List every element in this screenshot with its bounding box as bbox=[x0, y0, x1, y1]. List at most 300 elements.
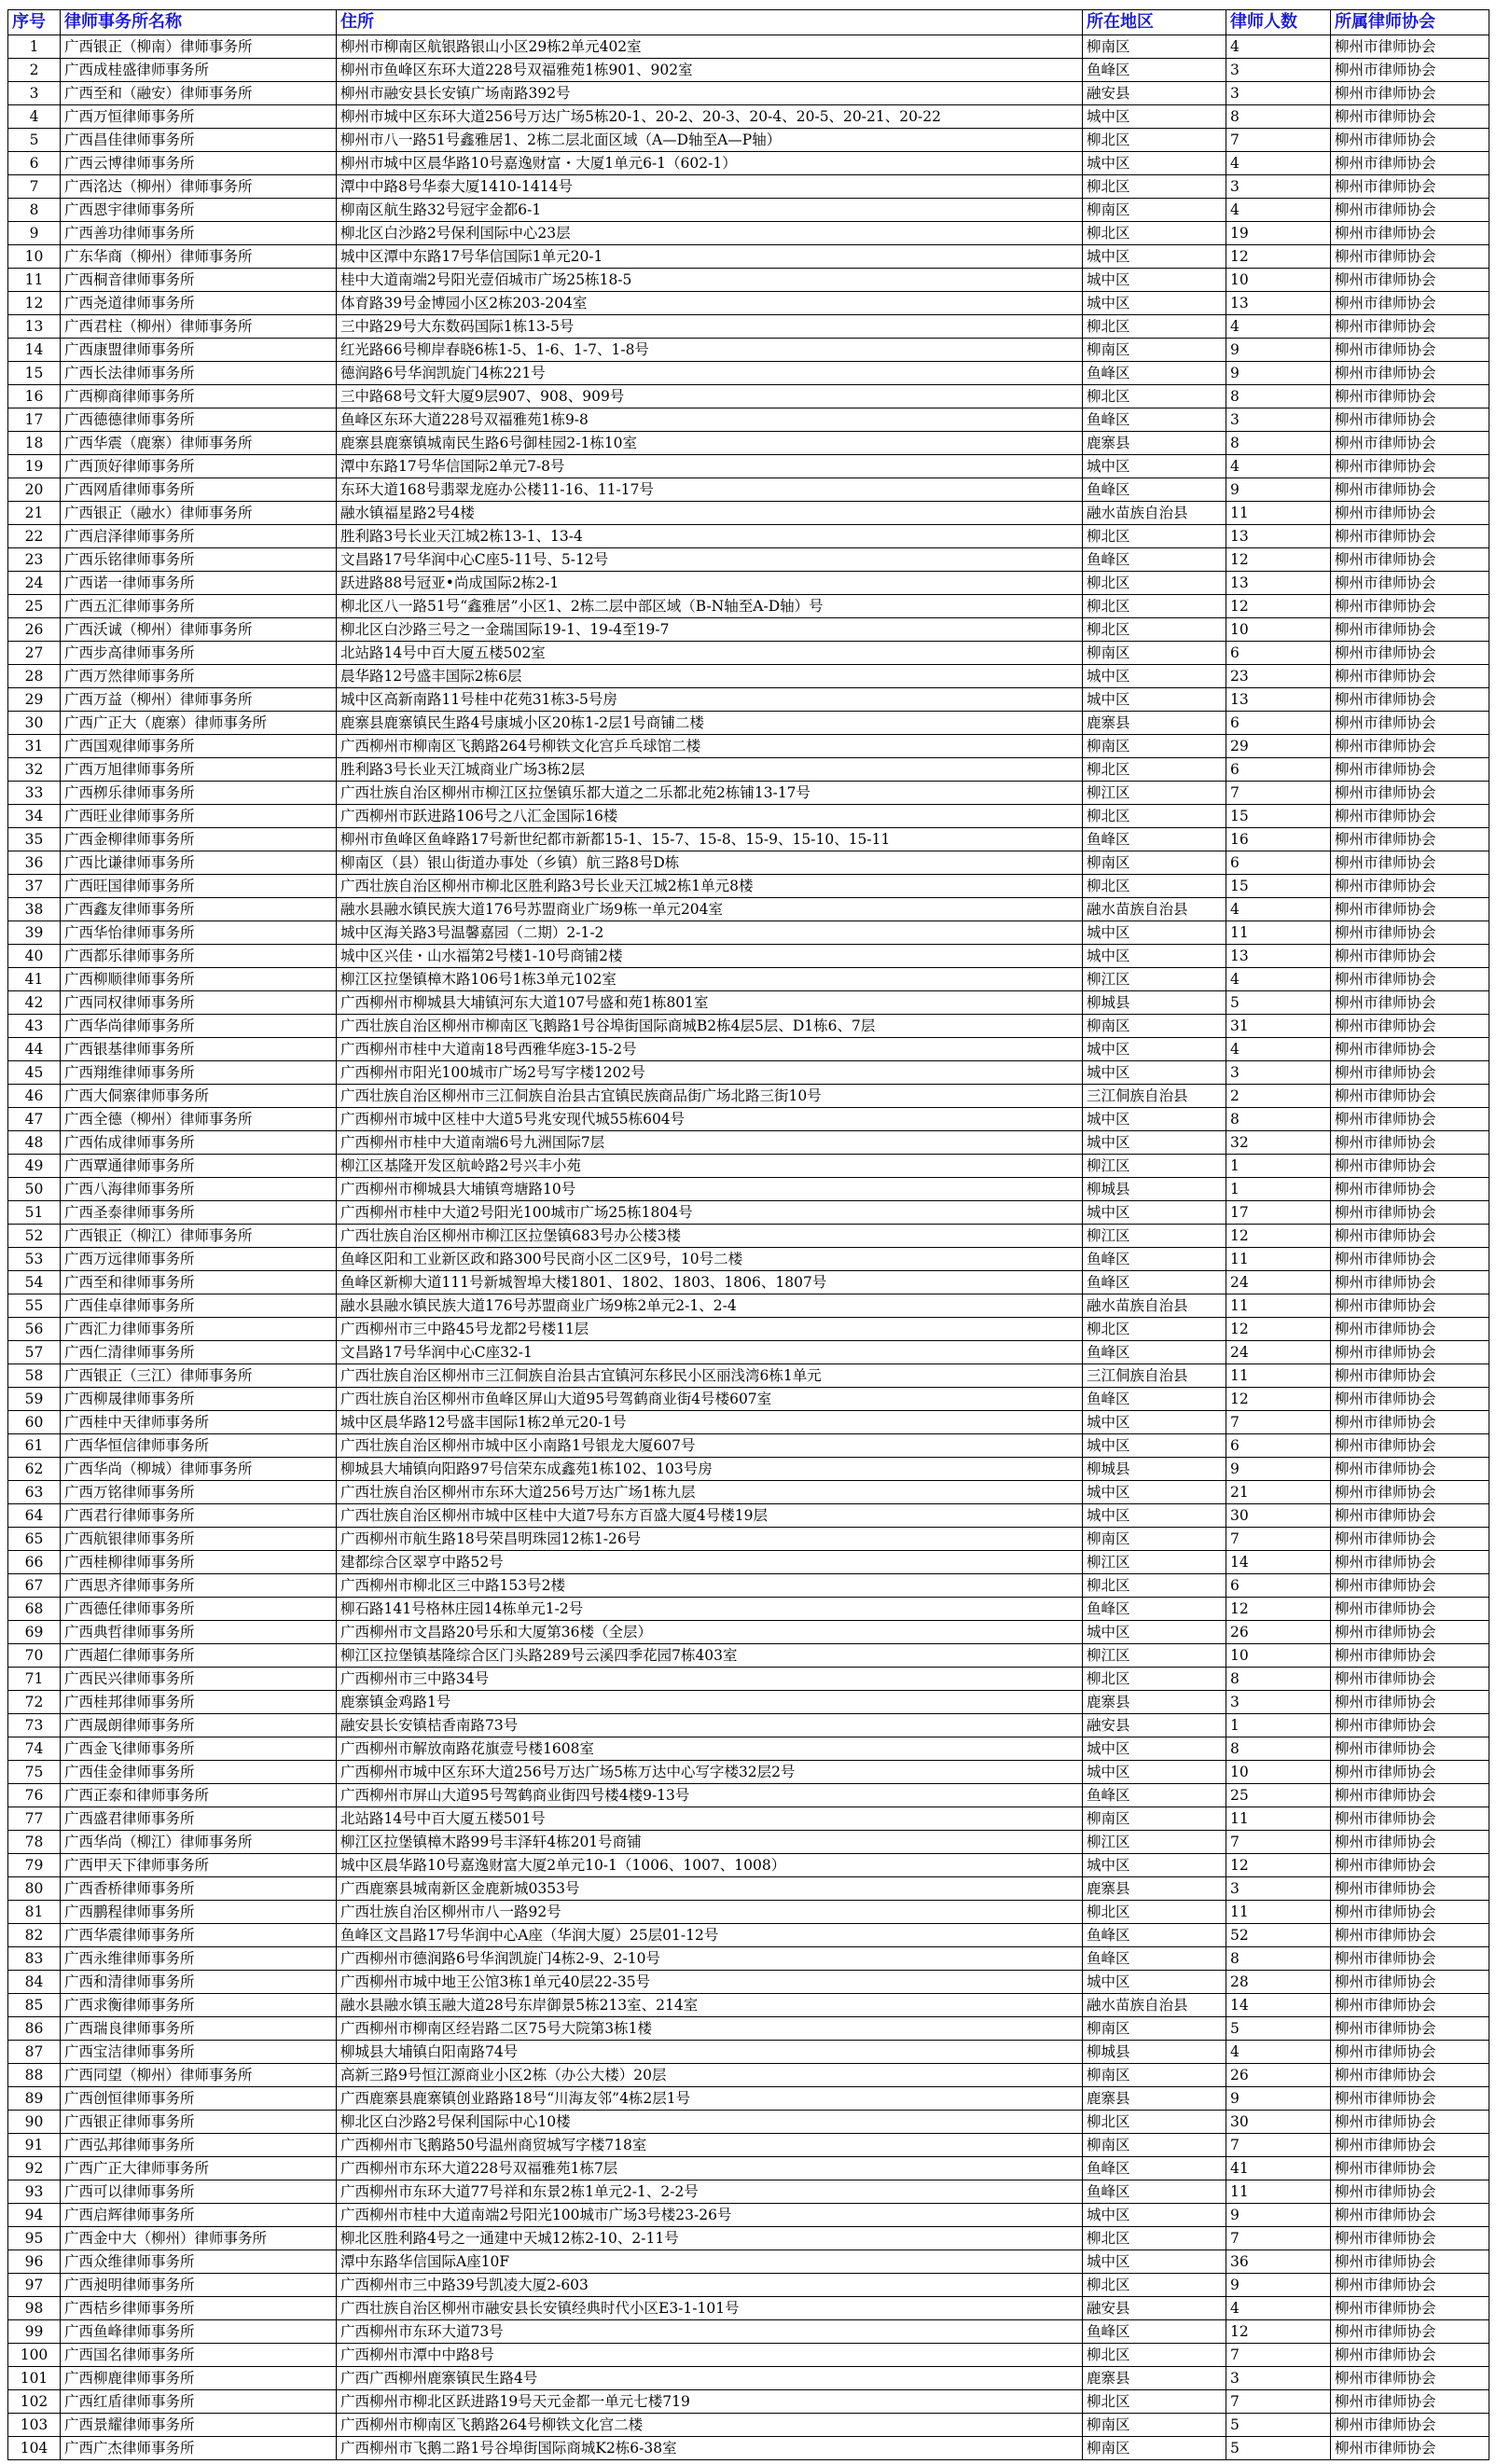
table-row bbox=[8, 2157, 1489, 2180]
firm-name-cell: 广西尧道律师事务所 bbox=[61, 292, 337, 315]
firm-name-cell: 广西同望（柳州）律师事务所 bbox=[61, 2064, 337, 2087]
table-row bbox=[8, 618, 1489, 642]
district-cell: 柳南区 bbox=[1083, 199, 1226, 222]
row-index-cell: 40 bbox=[8, 945, 61, 968]
address-cell: 北站路14号中百大厦五楼501号 bbox=[337, 1807, 1083, 1831]
lawyer-count-cell: 11 bbox=[1226, 2180, 1331, 2204]
row-index-cell: 104 bbox=[8, 2437, 61, 2460]
row-index-cell: 49 bbox=[8, 1155, 61, 1178]
lawyer-count-cell: 7 bbox=[1226, 2227, 1331, 2250]
district-cell: 城中区 bbox=[1083, 1737, 1226, 1761]
table-row bbox=[8, 175, 1489, 199]
association-cell: 柳州市律师协会 bbox=[1331, 968, 1489, 991]
row-index-cell: 61 bbox=[8, 1434, 61, 1458]
firm-name-cell: 广西瑞良律师事务所 bbox=[61, 2017, 337, 2041]
row-index-cell: 82 bbox=[8, 1924, 61, 1947]
row-index-cell: 37 bbox=[8, 875, 61, 898]
address-cell: 广西柳州市潭中中路8号 bbox=[337, 2344, 1083, 2367]
district-cell: 城中区 bbox=[1083, 1131, 1226, 1155]
association-cell: 柳州市律师协会 bbox=[1331, 1924, 1489, 1947]
address-cell: 广西柳州市桂中大道南端6号九洲国际7层 bbox=[337, 1131, 1083, 1155]
row-index-cell: 67 bbox=[8, 1574, 61, 1598]
district-cell: 柳城县 bbox=[1083, 1458, 1226, 1481]
association-cell: 柳州市律师协会 bbox=[1331, 1807, 1489, 1831]
district-cell: 柳北区 bbox=[1083, 758, 1226, 782]
firm-name-cell: 广西国观律师事务所 bbox=[61, 735, 337, 758]
address-cell: 桂中大道南端2号阳光壹佰城市广场25栋18-5 bbox=[337, 269, 1083, 292]
row-index-cell: 72 bbox=[8, 1691, 61, 1714]
district-cell: 鱼峰区 bbox=[1083, 1388, 1226, 1411]
row-index-cell: 88 bbox=[8, 2064, 61, 2087]
lawyer-count-cell: 4 bbox=[1226, 968, 1331, 991]
address-cell: 柳州市八一路51号鑫雅居1、2栋二层北面区域（A—D轴至A—P轴） bbox=[337, 129, 1083, 152]
address-cell: 广西柳州市桂中大道南18号西雅华庭3-15-2号 bbox=[337, 1038, 1083, 1061]
address-cell: 建都综合区翠亨中路52号 bbox=[337, 1551, 1083, 1574]
address-cell: 广西柳州市柳南区经岩路二区75号大院第3栋1楼 bbox=[337, 2017, 1083, 2041]
lawyer-count-cell: 24 bbox=[1226, 1341, 1331, 1364]
address-cell: 柳北区白沙路2号保利国际中心23层 bbox=[337, 222, 1083, 245]
table-row bbox=[8, 2017, 1489, 2041]
firm-name-cell: 广西金中大（柳州）律师事务所 bbox=[61, 2227, 337, 2250]
row-index-cell: 84 bbox=[8, 1971, 61, 1994]
lawyer-count-cell: 6 bbox=[1226, 712, 1331, 735]
firm-name-cell: 广西佳金律师事务所 bbox=[61, 1761, 337, 1784]
row-index-cell: 23 bbox=[8, 548, 61, 572]
district-cell: 三江侗族自治县 bbox=[1083, 1364, 1226, 1388]
association-cell: 柳州市律师协会 bbox=[1331, 1831, 1489, 1854]
district-cell: 鱼峰区 bbox=[1083, 1784, 1226, 1807]
table-row bbox=[8, 1807, 1489, 1831]
address-cell: 文昌路17号华润中心C座32-1 bbox=[337, 1341, 1083, 1364]
lawyer-count-cell: 13 bbox=[1226, 292, 1331, 315]
firm-name-cell: 广西网盾律师事务所 bbox=[61, 478, 337, 502]
table-row bbox=[8, 1271, 1489, 1294]
association-cell: 柳州市律师协会 bbox=[1331, 385, 1489, 408]
district-cell: 柳城县 bbox=[1083, 2041, 1226, 2064]
firm-name-cell: 广西善功律师事务所 bbox=[61, 222, 337, 245]
header-address: 住所 bbox=[337, 10, 1083, 35]
lawyer-count-cell: 52 bbox=[1226, 1924, 1331, 1947]
firm-name-cell: 广西柳鹿律师事务所 bbox=[61, 2367, 337, 2390]
lawyer-count-cell: 25 bbox=[1226, 1784, 1331, 1807]
firm-name-cell: 广西和清律师事务所 bbox=[61, 1971, 337, 1994]
lawyer-count-cell: 41 bbox=[1226, 2157, 1331, 2180]
table-row bbox=[8, 1225, 1489, 1248]
association-cell: 柳州市律师协会 bbox=[1331, 1318, 1489, 1341]
lawyer-count-cell: 14 bbox=[1226, 1994, 1331, 2017]
district-cell: 城中区 bbox=[1083, 1761, 1226, 1784]
address-cell: 柳城县大埔镇向阳路97号信荣东成鑫苑1栋102、103号房 bbox=[337, 1458, 1083, 1481]
association-cell: 柳州市律师协会 bbox=[1331, 315, 1489, 339]
row-index-cell: 62 bbox=[8, 1458, 61, 1481]
district-cell: 城中区 bbox=[1083, 245, 1226, 269]
firm-name-cell: 广西柳顺律师事务所 bbox=[61, 968, 337, 991]
district-cell: 鱼峰区 bbox=[1083, 1341, 1226, 1364]
district-cell: 柳北区 bbox=[1083, 1668, 1226, 1691]
table-row bbox=[8, 548, 1489, 572]
address-cell: 广西柳州市柳城县大埔镇弯塘路10号 bbox=[337, 1178, 1083, 1201]
row-index-cell: 46 bbox=[8, 1085, 61, 1108]
table-row bbox=[8, 851, 1489, 875]
district-cell: 城中区 bbox=[1083, 269, 1226, 292]
row-index-cell: 77 bbox=[8, 1807, 61, 1831]
table-row bbox=[8, 1434, 1489, 1458]
firm-name-cell: 广西柳晟律师事务所 bbox=[61, 1388, 337, 1411]
association-cell: 柳州市律师协会 bbox=[1331, 572, 1489, 595]
firm-name-cell: 广西旺业律师事务所 bbox=[61, 805, 337, 828]
address-cell: 广西柳州市航生路18号荣昌明珠园12栋1-26号 bbox=[337, 1528, 1083, 1551]
firm-name-cell: 广西求衡律师事务所 bbox=[61, 1994, 337, 2017]
row-index-cell: 87 bbox=[8, 2041, 61, 2064]
district-cell: 三江侗族自治县 bbox=[1083, 1085, 1226, 1108]
lawyer-count-cell: 4 bbox=[1226, 2041, 1331, 2064]
association-cell: 柳州市律师协会 bbox=[1331, 2344, 1489, 2367]
district-cell: 城中区 bbox=[1083, 921, 1226, 945]
firm-name-cell: 广西启辉律师事务所 bbox=[61, 2204, 337, 2227]
association-cell: 柳州市律师协会 bbox=[1331, 1388, 1489, 1411]
firm-name-cell: 广西华尚律师事务所 bbox=[61, 1015, 337, 1038]
table-row bbox=[8, 245, 1489, 269]
firm-name-cell: 广西桂中天律师事务所 bbox=[61, 1411, 337, 1434]
association-cell: 柳州市律师协会 bbox=[1331, 2157, 1489, 2180]
lawyer-count-cell: 17 bbox=[1226, 1201, 1331, 1225]
district-cell: 鱼峰区 bbox=[1083, 59, 1226, 82]
row-index-cell: 29 bbox=[8, 688, 61, 712]
district-cell: 城中区 bbox=[1083, 1434, 1226, 1458]
row-index-cell: 19 bbox=[8, 455, 61, 478]
firm-name-cell: 广西景耀律师事务所 bbox=[61, 2414, 337, 2437]
address-cell: 鹿寨县鹿寨镇城南民生路6号御桂园2-1栋10室 bbox=[337, 432, 1083, 455]
firm-name-cell: 广西沃诚（柳州）律师事务所 bbox=[61, 618, 337, 642]
address-cell: 广西壮族自治区柳州市三江侗族自治县古宜镇民族商品街广场北路三街10号 bbox=[337, 1085, 1083, 1108]
association-cell: 柳州市律师协会 bbox=[1331, 712, 1489, 735]
row-index-cell: 36 bbox=[8, 851, 61, 875]
firm-name-cell: 广西君行律师事务所 bbox=[61, 1504, 337, 1528]
lawyer-count-cell: 26 bbox=[1226, 1621, 1331, 1644]
table-row bbox=[8, 408, 1489, 432]
firm-name-cell: 广西万恒律师事务所 bbox=[61, 105, 337, 129]
table-row bbox=[8, 1668, 1489, 1691]
association-cell: 柳州市律师协会 bbox=[1331, 2227, 1489, 2250]
district-cell: 柳南区 bbox=[1083, 1807, 1226, 1831]
firm-name-cell: 广西银正（柳南）律师事务所 bbox=[61, 35, 337, 59]
lawyer-count-cell: 6 bbox=[1226, 758, 1331, 782]
lawyer-count-cell: 8 bbox=[1226, 1668, 1331, 1691]
row-index-cell: 53 bbox=[8, 1248, 61, 1271]
district-cell: 城中区 bbox=[1083, 688, 1226, 712]
row-index-cell: 64 bbox=[8, 1504, 61, 1528]
table-row bbox=[8, 945, 1489, 968]
row-index-cell: 55 bbox=[8, 1294, 61, 1318]
table-row bbox=[8, 432, 1489, 455]
table-row bbox=[8, 1015, 1489, 1038]
firm-name-cell: 广西诺一律师事务所 bbox=[61, 572, 337, 595]
table-row bbox=[8, 2367, 1489, 2390]
lawyer-count-cell: 5 bbox=[1226, 2017, 1331, 2041]
district-cell: 柳北区 bbox=[1083, 2344, 1226, 2367]
table-row bbox=[8, 1061, 1489, 1085]
row-index-cell: 18 bbox=[8, 432, 61, 455]
address-cell: 广西柳州市跃进路106号之八汇金国际16楼 bbox=[337, 805, 1083, 828]
lawyer-count-cell: 8 bbox=[1226, 432, 1331, 455]
row-index-cell: 58 bbox=[8, 1364, 61, 1388]
address-cell: 广西柳州市柳南区飞鹅路264号柳铁文化宫乒乓球馆二楼 bbox=[337, 735, 1083, 758]
row-index-cell: 60 bbox=[8, 1411, 61, 1434]
lawyer-count-cell: 32 bbox=[1226, 1131, 1331, 1155]
district-cell: 城中区 bbox=[1083, 292, 1226, 315]
table-row bbox=[8, 2250, 1489, 2274]
district-cell: 城中区 bbox=[1083, 1108, 1226, 1131]
lawyer-count-cell: 6 bbox=[1226, 1574, 1331, 1598]
firm-name-cell: 广西柳商律师事务所 bbox=[61, 385, 337, 408]
lawyer-count-cell: 21 bbox=[1226, 1481, 1331, 1504]
district-cell: 柳北区 bbox=[1083, 222, 1226, 245]
firm-name-cell: 广西红盾律师事务所 bbox=[61, 2390, 337, 2414]
lawyer-count-cell: 6 bbox=[1226, 642, 1331, 665]
firm-name-cell: 广西广正大（鹿寨）律师事务所 bbox=[61, 712, 337, 735]
association-cell: 柳州市律师协会 bbox=[1331, 502, 1489, 525]
firm-name-cell: 广西永维律师事务所 bbox=[61, 1947, 337, 1971]
table-row bbox=[8, 782, 1489, 805]
row-index-cell: 28 bbox=[8, 665, 61, 688]
row-index-cell: 44 bbox=[8, 1038, 61, 1061]
row-index-cell: 52 bbox=[8, 1225, 61, 1248]
row-index-cell: 85 bbox=[8, 1994, 61, 2017]
address-cell: 胜利路3号长业天江城商业广场3栋2层 bbox=[337, 758, 1083, 782]
address-cell: 广西柳州市柳北区三中路153号2楼 bbox=[337, 1574, 1083, 1598]
table-row bbox=[8, 1761, 1489, 1784]
association-cell: 柳州市律师协会 bbox=[1331, 1691, 1489, 1714]
firm-name-cell: 广西桐音律师事务所 bbox=[61, 269, 337, 292]
district-cell: 柳北区 bbox=[1083, 2390, 1226, 2414]
row-index-cell: 30 bbox=[8, 712, 61, 735]
address-cell: 广西柳州市城中区桂中大道5号兆安现代城55栋604号 bbox=[337, 1108, 1083, 1131]
firm-name-cell: 广西盛君律师事务所 bbox=[61, 1807, 337, 1831]
district-cell: 融水苗族自治县 bbox=[1083, 502, 1226, 525]
row-index-cell: 101 bbox=[8, 2367, 61, 2390]
district-cell: 鹿寨县 bbox=[1083, 2087, 1226, 2111]
lawyer-count-cell: 30 bbox=[1226, 2111, 1331, 2134]
association-cell: 柳州市律师协会 bbox=[1331, 1598, 1489, 1621]
lawyer-count-cell: 2 bbox=[1226, 1085, 1331, 1108]
row-index-cell: 80 bbox=[8, 1877, 61, 1901]
lawyer-count-cell: 11 bbox=[1226, 502, 1331, 525]
association-cell: 柳州市律师协会 bbox=[1331, 735, 1489, 758]
address-cell: 融水县融水镇玉融大道28号东岸御景5栋213室、214室 bbox=[337, 1994, 1083, 2017]
table-row bbox=[8, 1201, 1489, 1225]
address-cell: 红光路66号柳岸春晓6栋1-5、1-6、1-7、1-8号 bbox=[337, 339, 1083, 362]
lawyer-count-cell: 7 bbox=[1226, 782, 1331, 805]
address-cell: 鹿寨县鹿寨镇民生路4号康城小区20栋1-2层1号商铺二楼 bbox=[337, 712, 1083, 735]
association-cell: 柳州市律师协会 bbox=[1331, 1877, 1489, 1901]
association-cell: 柳州市律师协会 bbox=[1331, 595, 1489, 618]
district-cell: 柳北区 bbox=[1083, 2227, 1226, 2250]
association-cell: 柳州市律师协会 bbox=[1331, 688, 1489, 712]
row-index-cell: 78 bbox=[8, 1831, 61, 1854]
district-cell: 鹿寨县 bbox=[1083, 1877, 1226, 1901]
table-row bbox=[8, 968, 1489, 991]
lawyer-count-cell: 12 bbox=[1226, 595, 1331, 618]
row-index-cell: 16 bbox=[8, 385, 61, 408]
lawyer-count-cell: 23 bbox=[1226, 665, 1331, 688]
table-row bbox=[8, 2064, 1489, 2087]
association-cell: 柳州市律师协会 bbox=[1331, 1038, 1489, 1061]
association-cell: 柳州市律师协会 bbox=[1331, 828, 1489, 851]
address-cell: 柳城县大埔镇白阳南路74号 bbox=[337, 2041, 1083, 2064]
address-cell: 广西柳州市屏山大道95号驾鹤商业街四号楼4楼9-13号 bbox=[337, 1784, 1083, 1807]
address-cell: 三中路29号大东数码国际1栋13-5号 bbox=[337, 315, 1083, 339]
row-index-cell: 51 bbox=[8, 1201, 61, 1225]
firm-name-cell: 广西万铭律师事务所 bbox=[61, 1481, 337, 1504]
association-cell: 柳州市律师协会 bbox=[1331, 2017, 1489, 2041]
lawyer-count-cell: 13 bbox=[1226, 572, 1331, 595]
lawyer-count-cell: 4 bbox=[1226, 455, 1331, 478]
address-cell: 广西鹿寨县鹿寨镇创业路路18号“川海友邻”4栋2层1号 bbox=[337, 2087, 1083, 2111]
row-index-cell: 43 bbox=[8, 1015, 61, 1038]
district-cell: 城中区 bbox=[1083, 1201, 1226, 1225]
row-index-cell: 57 bbox=[8, 1341, 61, 1364]
firm-name-cell: 广西超仁律师事务所 bbox=[61, 1644, 337, 1668]
association-cell: 柳州市律师协会 bbox=[1331, 152, 1489, 175]
table-row bbox=[8, 1644, 1489, 1668]
address-cell: 柳州市鱼峰区鱼峰路17号新世纪都市新都15-1、15-7、15-8、15-9、15-10、15-11 bbox=[337, 828, 1083, 851]
table-row bbox=[8, 129, 1489, 152]
association-cell: 柳州市律师协会 bbox=[1331, 782, 1489, 805]
firm-name-cell: 广西弘邦律师事务所 bbox=[61, 2134, 337, 2157]
row-index-cell: 1 bbox=[8, 35, 61, 59]
row-index-cell: 99 bbox=[8, 2320, 61, 2344]
firm-name-cell: 广西云博律师事务所 bbox=[61, 152, 337, 175]
table-row bbox=[8, 339, 1489, 362]
association-cell: 柳州市律师协会 bbox=[1331, 1504, 1489, 1528]
firm-name-cell: 广西银正（柳江）律师事务所 bbox=[61, 1225, 337, 1248]
row-index-cell: 83 bbox=[8, 1947, 61, 1971]
row-index-cell: 70 bbox=[8, 1644, 61, 1668]
firm-name-cell: 广西万远律师事务所 bbox=[61, 1248, 337, 1271]
firm-name-cell: 广西民兴律师事务所 bbox=[61, 1668, 337, 1691]
table-row bbox=[8, 735, 1489, 758]
district-cell: 柳南区 bbox=[1083, 2437, 1226, 2460]
association-cell: 柳州市律师协会 bbox=[1331, 408, 1489, 432]
firm-name-cell: 广西比谦律师事务所 bbox=[61, 851, 337, 875]
district-cell: 柳南区 bbox=[1083, 642, 1226, 665]
address-cell: 柳州市鱼峰区东环大道228号双福雅苑1栋901、902室 bbox=[337, 59, 1083, 82]
lawyer-count-cell: 9 bbox=[1226, 362, 1331, 385]
association-cell: 柳州市律师协会 bbox=[1331, 59, 1489, 82]
lawyer-count-cell: 1 bbox=[1226, 1155, 1331, 1178]
lawyer-count-cell: 8 bbox=[1226, 1737, 1331, 1761]
association-cell: 柳州市律师协会 bbox=[1331, 1994, 1489, 2017]
association-cell: 柳州市律师协会 bbox=[1331, 362, 1489, 385]
lawyer-count-cell: 12 bbox=[1226, 2320, 1331, 2344]
district-cell: 柳北区 bbox=[1083, 2274, 1226, 2297]
association-cell: 柳州市律师协会 bbox=[1331, 1901, 1489, 1924]
district-cell: 城中区 bbox=[1083, 455, 1226, 478]
district-cell: 城中区 bbox=[1083, 1411, 1226, 1434]
district-cell: 柳城县 bbox=[1083, 991, 1226, 1015]
firm-name-cell: 广西成桂盛律师事务所 bbox=[61, 59, 337, 82]
row-index-cell: 32 bbox=[8, 758, 61, 782]
lawyer-count-cell: 11 bbox=[1226, 1901, 1331, 1924]
lawyer-count-cell: 3 bbox=[1226, 1691, 1331, 1714]
row-index-cell: 41 bbox=[8, 968, 61, 991]
lawyer-count-cell: 6 bbox=[1226, 1434, 1331, 1458]
district-cell: 柳北区 bbox=[1083, 805, 1226, 828]
association-cell: 柳州市律师协会 bbox=[1331, 2437, 1489, 2460]
table-row bbox=[8, 2227, 1489, 2250]
district-cell: 柳南区 bbox=[1083, 1015, 1226, 1038]
firm-name-cell: 广西洺达（柳州）律师事务所 bbox=[61, 175, 337, 199]
district-cell: 城中区 bbox=[1083, 1854, 1226, 1877]
address-cell: 广西柳州市文昌路20号乐和大厦第36楼（全层） bbox=[337, 1621, 1083, 1644]
table-row bbox=[8, 1784, 1489, 1807]
row-index-cell: 13 bbox=[8, 315, 61, 339]
address-cell: 广西壮族自治区柳州市柳南区飞鹅路1号谷埠街国际商城B2栋4层5层、D1栋6、7层 bbox=[337, 1015, 1083, 1038]
lawyer-count-cell: 11 bbox=[1226, 1364, 1331, 1388]
row-index-cell: 27 bbox=[8, 642, 61, 665]
lawyer-count-cell: 7 bbox=[1226, 1528, 1331, 1551]
table-row bbox=[8, 385, 1489, 408]
firm-name-cell: 广西鑫友律师事务所 bbox=[61, 898, 337, 921]
table-row bbox=[8, 59, 1489, 82]
association-cell: 柳州市律师协会 bbox=[1331, 292, 1489, 315]
address-cell: 广西柳州市东环大道228号双福雅苑1栋7层 bbox=[337, 2157, 1083, 2180]
table-row bbox=[8, 1481, 1489, 1504]
firm-name-cell: 广西步高律师事务所 bbox=[61, 642, 337, 665]
district-cell: 融安县 bbox=[1083, 1714, 1226, 1737]
firm-name-cell: 广西典哲律师事务所 bbox=[61, 1621, 337, 1644]
association-cell: 柳州市律师协会 bbox=[1331, 1947, 1489, 1971]
district-cell: 柳北区 bbox=[1083, 385, 1226, 408]
lawyer-count-cell: 4 bbox=[1226, 152, 1331, 175]
association-cell: 柳州市律师协会 bbox=[1331, 851, 1489, 875]
lawyer-count-cell: 3 bbox=[1226, 175, 1331, 199]
firm-name-cell: 广西恩宇律师事务所 bbox=[61, 199, 337, 222]
address-cell: 柳北区八一路51号“鑫雅居”小区1、2栋二层中部区域（B-N轴至A-D轴）号 bbox=[337, 595, 1083, 618]
firm-name-cell: 广西桔乡律师事务所 bbox=[61, 2297, 337, 2320]
association-cell: 柳州市律师协会 bbox=[1331, 2414, 1489, 2437]
address-cell: 鱼峰区阳和工业新区政和路300号民商小区二区9号，10号二楼 bbox=[337, 1248, 1083, 1271]
address-cell: 鱼峰区东环大道228号双福雅苑1栋9-8 bbox=[337, 408, 1083, 432]
association-cell: 柳州市律师协会 bbox=[1331, 1714, 1489, 1737]
district-cell: 柳南区 bbox=[1083, 2017, 1226, 2041]
association-cell: 柳州市律师协会 bbox=[1331, 455, 1489, 478]
district-cell: 柳北区 bbox=[1083, 315, 1226, 339]
firm-name-cell: 广西众维律师事务所 bbox=[61, 2250, 337, 2274]
address-cell: 广西壮族自治区柳州市柳江区拉堡镇乐都大道之二乐都北苑2栋铺13-17号 bbox=[337, 782, 1083, 805]
firm-name-cell: 广西翔维律师事务所 bbox=[61, 1061, 337, 1085]
association-cell: 柳州市律师协会 bbox=[1331, 2204, 1489, 2227]
address-cell: 柳州市柳南区航银路银山小区29栋2单元402室 bbox=[337, 35, 1083, 59]
association-cell: 柳州市律师协会 bbox=[1331, 898, 1489, 921]
table-row bbox=[8, 1924, 1489, 1947]
row-index-cell: 31 bbox=[8, 735, 61, 758]
table-row bbox=[8, 2414, 1489, 2437]
association-cell: 柳州市律师协会 bbox=[1331, 2320, 1489, 2344]
address-cell: 广西柳州市三中路34号 bbox=[337, 1668, 1083, 1691]
table-row bbox=[8, 595, 1489, 618]
address-cell: 广西柳州市柳城县大埔镇河东大道107号盛和苑1栋801室 bbox=[337, 991, 1083, 1015]
row-index-cell: 2 bbox=[8, 59, 61, 82]
association-cell: 柳州市律师协会 bbox=[1331, 105, 1489, 129]
district-cell: 融水苗族自治县 bbox=[1083, 1994, 1226, 2017]
firm-name-cell: 广西华怡律师事务所 bbox=[61, 921, 337, 945]
row-index-cell: 97 bbox=[8, 2274, 61, 2297]
lawyer-count-cell: 15 bbox=[1226, 875, 1331, 898]
district-cell: 城中区 bbox=[1083, 945, 1226, 968]
district-cell: 柳北区 bbox=[1083, 525, 1226, 548]
association-cell: 柳州市律师协会 bbox=[1331, 245, 1489, 269]
